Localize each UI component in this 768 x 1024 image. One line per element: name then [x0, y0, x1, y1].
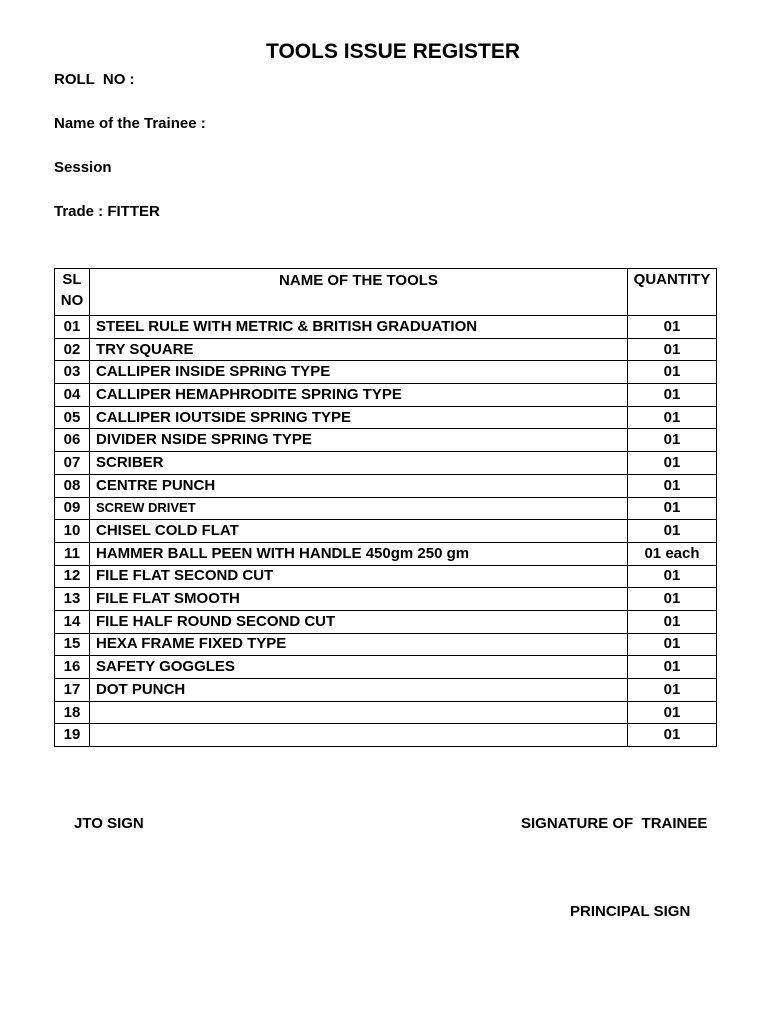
sl-no-cell: 09 [55, 497, 90, 520]
quantity-cell: 01 [628, 406, 717, 429]
sl-no-cell: 01 [55, 316, 90, 339]
tool-name-cell: CALLIPER IOUTSIDE SPRING TYPE [90, 406, 628, 429]
sl-no-header-text: SL NO [60, 271, 84, 309]
session-label: Session [54, 159, 112, 176]
quantity-cell: 01 [628, 316, 717, 339]
table-row [55, 565, 717, 588]
table-row [55, 338, 717, 361]
tool-name-cell: CALLIPER INSIDE SPRING TYPE [90, 361, 628, 384]
sl-no-cell: 08 [55, 474, 90, 497]
quantity-cell: 01 [628, 384, 717, 407]
tool-name-cell: HEXA FRAME FIXED TYPE [90, 633, 628, 656]
sl-no-cell: 19 [55, 724, 90, 747]
roll-no-label: ROLL NO : [54, 71, 135, 88]
sl-no-cell: 10 [55, 520, 90, 543]
quantity-cell: 01 [628, 588, 717, 611]
table-row [55, 610, 717, 633]
quantity-cell: 01 [628, 724, 717, 747]
principal-sign-label: PRINCIPAL SIGN [570, 903, 691, 920]
quantity-cell: 01 [628, 497, 717, 520]
quantity-cell: 01 [628, 520, 717, 543]
quantity-cell: 01 [628, 474, 717, 497]
tool-name-cell: CENTRE PUNCH [90, 474, 628, 497]
jto-sign-label: JTO SIGN [74, 815, 144, 832]
page-title: TOOLS ISSUE REGISTER [266, 40, 520, 63]
tool-name-cell: FILE HALF ROUND SECOND CUT [90, 610, 628, 633]
quantity-cell: 01 [628, 656, 717, 679]
sl-no-cell: 15 [55, 633, 90, 656]
sl-no-cell: 02 [55, 338, 90, 361]
tool-name-cell [90, 724, 628, 747]
table-row [55, 701, 717, 724]
table-row [55, 316, 717, 339]
sl-no-cell: 07 [55, 452, 90, 475]
sl-no-header [55, 269, 90, 316]
quantity-cell: 01 [628, 452, 717, 475]
tool-name-cell: SCRIBER [90, 452, 628, 475]
table-row [55, 633, 717, 656]
trade-label: Trade : FITTER [54, 203, 160, 220]
tool-name-cell: STEEL RULE WITH METRIC & BRITISH GRADUATION [90, 316, 628, 339]
sl-no-cell: 12 [55, 565, 90, 588]
table-row [55, 384, 717, 407]
quantity-cell: 01 [628, 429, 717, 452]
sl-no-cell: 18 [55, 701, 90, 724]
tool-name-cell: DIVIDER NSIDE SPRING TYPE [90, 429, 628, 452]
tool-name-cell: SCREW DRIVET [90, 497, 628, 520]
quantity-cell: 01 [628, 610, 717, 633]
tool-name-cell: HAMMER BALL PEEN WITH HANDLE 450gm 250 gm [90, 542, 628, 565]
sl-no-cell: 17 [55, 679, 90, 702]
trainee-name-label: Name of the Trainee : [54, 115, 206, 132]
quantity-cell: 01 [628, 565, 717, 588]
quantity-cell: 01 [628, 633, 717, 656]
tool-name-cell: FILE FLAT SECOND CUT [90, 565, 628, 588]
sl-no-cell: 04 [55, 384, 90, 407]
tool-name-cell: SAFETY GOGGLES [90, 656, 628, 679]
sl-no-cell: 14 [55, 610, 90, 633]
trainee-signature-label: SIGNATURE OF TRAINEE [521, 815, 708, 832]
tool-name-cell: CHISEL COLD FLAT [90, 520, 628, 543]
sl-no-cell: 06 [55, 429, 90, 452]
tool-name-cell: FILE FLAT SMOOTH [90, 588, 628, 611]
tool-name-cell: CALLIPER HEMAPHRODITE SPRING TYPE [90, 384, 628, 407]
table-row [55, 588, 717, 611]
sl-no-cell: 05 [55, 406, 90, 429]
table-row [55, 724, 717, 747]
table-row [55, 679, 717, 702]
quantity-cell: 01 each [628, 542, 717, 565]
tool-name-cell: DOT PUNCH [90, 679, 628, 702]
sl-no-cell: 16 [55, 656, 90, 679]
table-row [55, 520, 717, 543]
table-header-row [55, 269, 717, 316]
quantity-cell: 01 [628, 679, 717, 702]
table-row [55, 542, 717, 565]
table-row [55, 656, 717, 679]
sl-no-cell: 13 [55, 588, 90, 611]
quantity-cell: 01 [628, 701, 717, 724]
quantity-header: QUANTITY [628, 269, 717, 316]
table-row [55, 429, 717, 452]
sl-no-cell: 11 [55, 542, 90, 565]
quantity-cell: 01 [628, 361, 717, 384]
table-row [55, 474, 717, 497]
table-row [55, 497, 717, 520]
tools-table [54, 268, 717, 747]
table-row [55, 361, 717, 384]
sl-no-cell: 03 [55, 361, 90, 384]
table-row [55, 452, 717, 475]
quantity-cell: 01 [628, 338, 717, 361]
tool-name-header: NAME OF THE TOOLS [90, 269, 628, 316]
table-row [55, 406, 717, 429]
tool-name-cell: TRY SQUARE [90, 338, 628, 361]
tool-name-cell [90, 701, 628, 724]
